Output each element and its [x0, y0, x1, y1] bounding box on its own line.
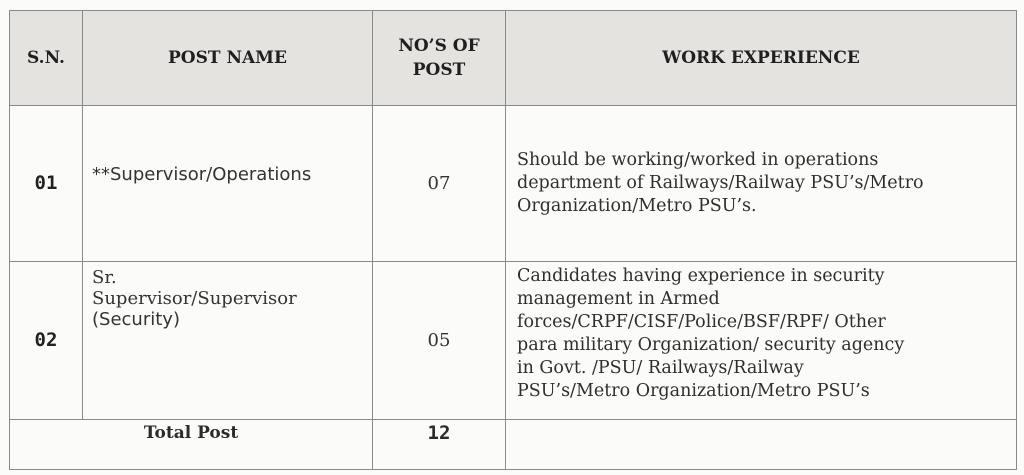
header-post-name: POST NAME	[83, 11, 373, 106]
post-name-line: Supervisor/Supervisor	[92, 287, 297, 309]
post-name-line: Sr.	[92, 266, 117, 288]
post-name-line: (Security)	[92, 308, 180, 330]
experience-line: para military Organization/ security agency	[517, 334, 905, 355]
experience-line: department of Railways/Railway PSU’s/Metro	[517, 172, 924, 193]
experience-line: in Govt. /PSU/ Railways/Railway	[517, 357, 804, 378]
table-row	[10, 261, 1017, 419]
table-row	[10, 106, 1017, 261]
cell-nos: 07	[373, 106, 506, 261]
cell-sn: 02	[10, 261, 83, 419]
header-nos-line1: NO’S OF	[398, 36, 480, 57]
posts-table	[9, 10, 1017, 470]
cell-post-name	[83, 261, 373, 419]
cell-experience	[506, 106, 1017, 261]
header-sn: S.N.	[10, 11, 83, 106]
table-header-row	[10, 11, 1017, 106]
header-nos-of-post	[373, 11, 506, 106]
total-value-cell	[373, 419, 506, 469]
header-nos-line2: POST	[412, 60, 466, 81]
total-row	[10, 419, 1017, 469]
total-label-cell	[10, 419, 373, 469]
cell-post-name	[83, 106, 373, 261]
experience-line: Candidates having experience in security	[517, 265, 885, 286]
cell-nos: 05	[373, 261, 506, 419]
experience-line: forces/CRPF/CISF/Police/BSF/RPF/ Other	[517, 311, 886, 332]
cell-sn: 01	[10, 106, 83, 261]
experience-line: Should be working/worked in operations	[517, 149, 879, 170]
post-name-text: **Supervisor/Operations	[92, 163, 312, 185]
total-empty-cell	[506, 419, 1017, 469]
total-value: 12	[427, 421, 451, 444]
cell-experience	[506, 261, 1017, 419]
header-work-experience: WORK EXPERIENCE	[506, 11, 1017, 106]
experience-line: management in Armed	[517, 288, 720, 309]
total-label: Total Post	[143, 422, 239, 443]
experience-line: PSU’s/Metro Organization/Metro PSU’s	[517, 380, 870, 401]
document-page	[9, 10, 1016, 470]
experience-line: Organization/Metro PSU’s.	[517, 195, 757, 216]
